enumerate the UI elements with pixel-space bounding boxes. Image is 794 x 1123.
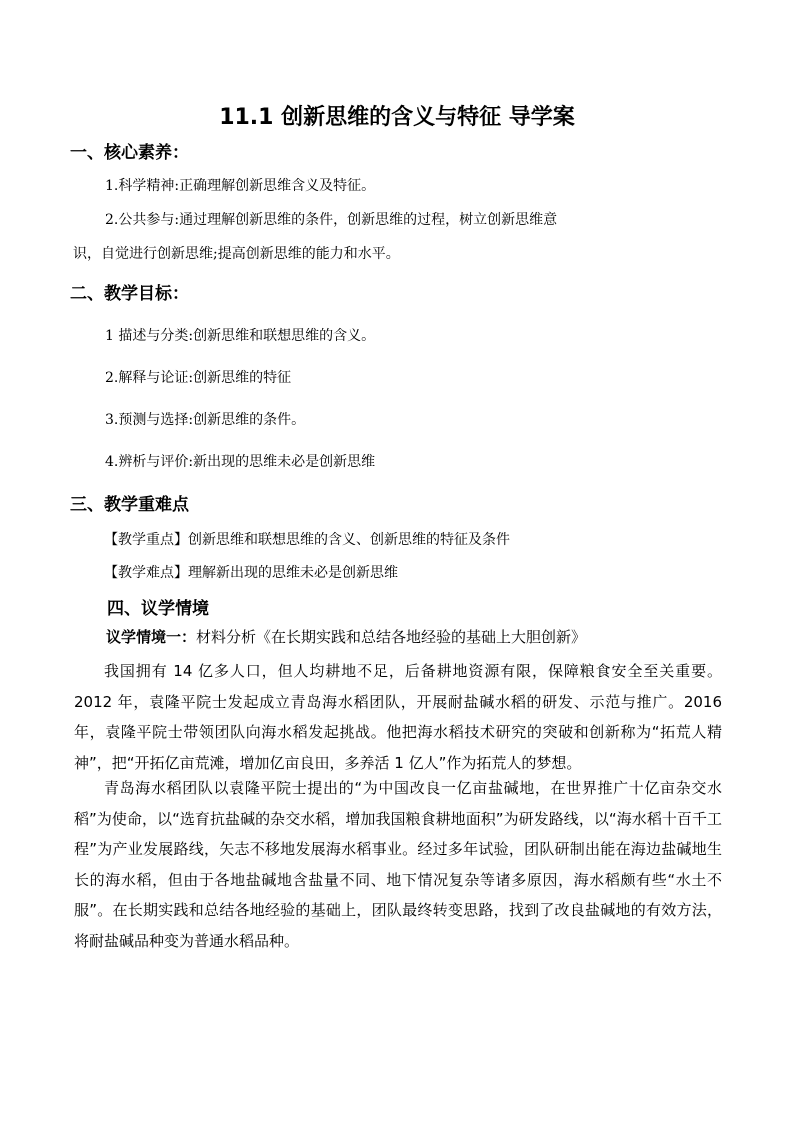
- scenario-subtitle-label: 议学情境一：: [106, 628, 197, 646]
- key-point-difficulty: 【教学难点】理解新出现的思维未必是创新思维: [104, 565, 398, 581]
- section-heading-scenario: 四、议学情境: [107, 599, 209, 619]
- objective-item-2: 2.解释与论证:创新思维的特征: [105, 370, 292, 386]
- literacy-item-2: 2.公共参与:通过理解创新思维的条件，创新思维的过程，树立创新思维意: [105, 212, 558, 228]
- section-heading-key-points: 三、教学重难点: [70, 495, 189, 515]
- objective-item-1: 1 描述与分类:创新思维和联想思维的含义。: [105, 328, 376, 344]
- section-heading-objectives: 二、教学目标：: [70, 284, 189, 304]
- objective-item-3: 3.预测与选择:创新思维的条件。: [105, 412, 306, 428]
- scenario-subtitle-text: 材料分析《在长期实践和总结各地经验的基础上大胆创新》: [196, 628, 587, 646]
- scenario-paragraph-1: 我国拥有 14 亿多人口，但人均耕地不足，后备耕地资源有限，保障粮食安全至关重要。2012 年，袁隆平院士发起成立青岛海水稻团队，开展耐盐碱水稻的研发、示范与推广。2016 年，袁隆平院士带领团队向海水稻发起挑战。他把海水稻技术研究的突破和创新称为“拓荒人精神”，把“开拓亿亩荒滩，增加亿亩良田，多养活 1 亿人”作为拓荒人的梦想。: [74, 662, 722, 772]
- document-title: 11.1 创新思维的含义与特征 导学案: [219, 105, 575, 130]
- key-point-focus: 【教学重点】创新思维和联想思维的含义、创新思维的特征及条件: [104, 532, 510, 548]
- literacy-item-2-continued: 识，自觉进行创新思维;提高创新思维的能力和水平。: [73, 246, 400, 262]
- objective-item-4: 4.辨析与评价:新出现的思维未必是创新思维: [105, 454, 376, 470]
- literacy-item-1: 1.科学精神:正确理解创新思维含义及特征。: [105, 178, 376, 194]
- section-heading-literacy: 一、核心素养：: [70, 143, 189, 163]
- scenario-subtitle: [106, 626, 586, 648]
- scenario-paragraph-2: 青岛海水稻团队以袁隆平院士提出的“为中国改良一亿亩盐碱地，在世界推广十亿亩杂交水稻”为使命，以“选育抗盐碱的杂交水稻，增加我国粮食耕地面积”为研发路线，以“海水稻十百千工程”为产业发展路线，矢志不移地发展海水稻事业。经过多年试验，团队研制出能在海边盐碱地生长的海水稻，但由于各地盐碱地含盐量不同、地下情况复杂等诸多原因，海水稻颇有些“水土不服”。在长期实践和总结各地经验的基础上，团队最终转变思路，找到了改良盐碱地的有效方法，将耐盐碱品种变为普通水稻品种。: [74, 779, 722, 950]
